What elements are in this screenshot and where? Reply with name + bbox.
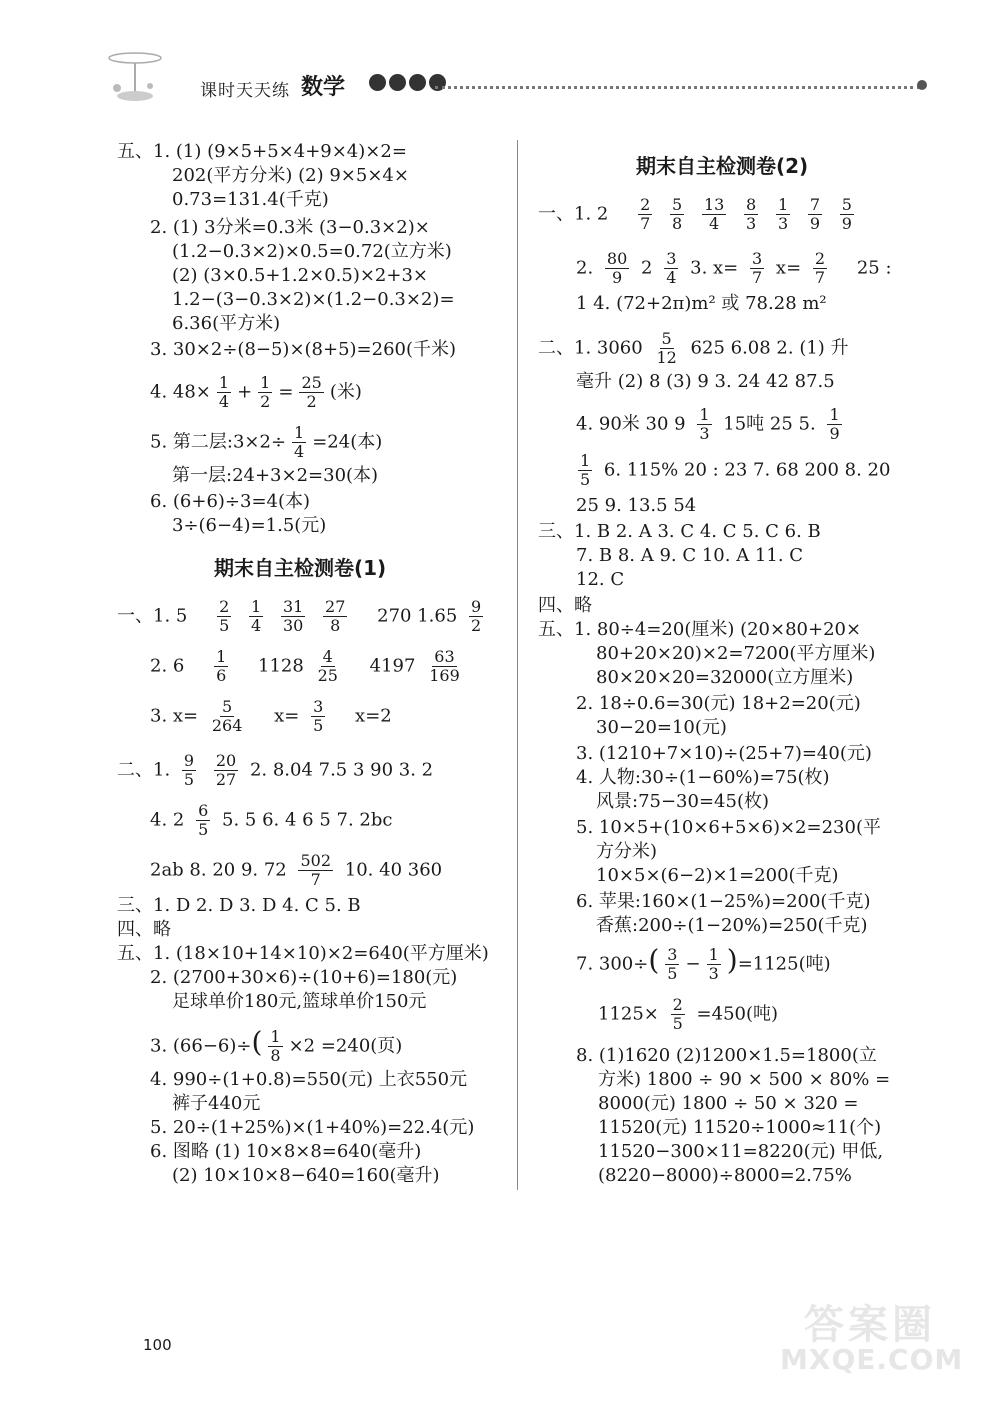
answer-line: 3. 30×2÷(8−5)×(8+5)=260(千米) [150, 339, 457, 360]
denominator: 264 [211, 716, 243, 735]
fraction [298, 852, 333, 889]
answer-line [150, 374, 362, 411]
denominator: 9 [829, 424, 840, 443]
fraction [578, 452, 592, 489]
answer-line [538, 330, 849, 367]
badge-icon [389, 74, 406, 91]
numerator: 27 [325, 597, 346, 616]
answer-text: − [685, 953, 701, 975]
answer-line [150, 698, 392, 735]
answer-text: =450(吨) [696, 1003, 779, 1025]
fraction [605, 250, 629, 287]
denominator: 8 [270, 1046, 281, 1065]
answer-line: 11520(元) 11520÷1000≈11(个) [598, 1117, 882, 1138]
numerator: 1 [294, 423, 305, 442]
fraction [750, 250, 764, 287]
denominator: 7 [640, 214, 651, 233]
denominator: 5 [313, 716, 324, 735]
answer-line: 风景:75−30=45(枚) [596, 791, 769, 812]
page-header [105, 60, 935, 110]
answer-line: 五、1. (1) (9×5+5×4+9×4)×2= [117, 141, 407, 162]
answer-line: 6. 苹果:160×(1−25%)=200(千克) [576, 891, 871, 912]
answer-text: 4. 48× [150, 381, 211, 403]
denominator: 9 [841, 214, 852, 233]
answer-text: 270 1.65 [377, 605, 458, 627]
numerator: 9 [183, 751, 195, 770]
answer-line [150, 1025, 403, 1065]
column-divider [517, 140, 518, 1190]
answer-line [150, 852, 442, 889]
answer-text: (米) [329, 381, 362, 403]
fraction [776, 196, 790, 233]
fraction [249, 598, 263, 635]
fraction [258, 374, 272, 411]
denominator: 25 [317, 666, 338, 685]
fraction [827, 406, 841, 443]
fraction [840, 196, 854, 233]
answer-line: 6.36(平方米) [172, 313, 281, 334]
fraction [671, 996, 685, 1033]
answer-text: 2ab 8. 20 9. 72 [150, 859, 287, 881]
bracket-icon: ( [648, 943, 660, 977]
fraction [268, 1028, 282, 1065]
numerator: 1 [708, 945, 719, 964]
denominator: 2 [260, 392, 271, 411]
fraction [281, 598, 305, 635]
numerator: 502 [300, 851, 332, 870]
denominator: 5 [219, 616, 230, 635]
answer-line: (2) (3×0.5+1.2×0.5)×2+3× [172, 265, 428, 286]
answer-line: 1.2−(3−0.3×2)×(1.2−0.3×2)= [172, 289, 455, 310]
denominator: 3 [699, 424, 710, 443]
numerator: 31 [282, 597, 304, 616]
denominator: 4 [251, 616, 262, 635]
answer-line [598, 996, 778, 1033]
answer-line: 7. B 8. A 9. C 10. A 11. C [576, 545, 804, 566]
answer-line: 3. (1210+7×10)÷(25+7)=40(元) [576, 743, 872, 764]
answer-line: 2. (1) 3分米=0.3米 (3−0.3×2)× [150, 217, 430, 238]
answer-line [150, 424, 382, 461]
numerator: 1 [216, 647, 227, 666]
numerator: 1 [777, 195, 789, 214]
answer-line: 方米) 1800 ÷ 90 × 500 × 80% = [598, 1069, 891, 1090]
answer-text: 6. 115% 20 : 23 7. 68 200 8. 20 [603, 459, 891, 481]
numerator: 3 [666, 249, 677, 268]
answer-line: 四、略 [117, 919, 171, 940]
numerator: 13 [703, 195, 725, 214]
answer-line: 6. (6+6)÷3=4(本) [150, 491, 311, 512]
answer-line: 80+20×20)×2=7200(平方厘米) [596, 643, 876, 664]
answer-line: 10×5×(6−2)×1=200(千克) [596, 865, 839, 886]
fraction [808, 196, 822, 233]
answer-text: 3. x= [150, 705, 199, 727]
denominator: 2 [471, 616, 482, 635]
fraction [707, 946, 721, 983]
series-title: 课时天天练 [200, 81, 290, 101]
fraction [664, 250, 678, 287]
answer-text: 2. [576, 257, 594, 279]
denominator: 7 [310, 870, 321, 889]
answer-text: 4. 2 [150, 809, 185, 831]
answer-text: ×2 =240(页) [288, 1035, 403, 1057]
answer-line: 三、1. D 2. D 3. D 4. C 5. B [117, 895, 361, 916]
section-title: 期末自主检测卷(2) [636, 154, 809, 178]
numerator: 1 [270, 1027, 281, 1046]
numerator: 2 [640, 195, 651, 214]
answer-line: 毫升 (2) 8 (3) 9 3. 24 42 87.5 [576, 371, 835, 392]
denominator: 5 [183, 770, 195, 789]
watermark-url: MXQE.COM [780, 1343, 964, 1376]
answer-text: 4. 90米 30 9 [576, 413, 686, 435]
fraction [214, 752, 238, 789]
fraction [196, 802, 210, 839]
bracket-icon: ) [726, 943, 738, 977]
page-number: 100 [143, 1336, 172, 1354]
numerator: 63 [434, 647, 455, 666]
answer-line: 香蕉:200÷(1−20%)=250(千克) [596, 915, 868, 936]
numerator: 1 [829, 405, 840, 424]
denominator: 3 [777, 214, 789, 233]
answer-line: 11520−300×11=8220(元) 甲低, [598, 1141, 884, 1162]
numerator: 80 [606, 249, 628, 268]
numerator: 2 [672, 995, 683, 1014]
answer-line: 裤子440元 [172, 1093, 261, 1114]
answer-text: 15吨 25 5. [723, 413, 816, 435]
answer-text: 1128 [258, 655, 304, 677]
answer-text: 7. 300÷ [576, 953, 649, 975]
answer-line: 30−20=10(元) [596, 717, 727, 738]
fraction [670, 196, 684, 233]
fraction [469, 598, 483, 635]
answer-line: 5. 10×5+(10×6+5×6)×2=230(平 [576, 817, 881, 838]
answer-line: 6. 图略 (1) 10×8×8=640(毫升) [150, 1141, 422, 1162]
answer-text: x=2 [355, 705, 392, 727]
answer-line: 4. 990÷(1+0.8)=550(元) 上衣550元 [150, 1069, 468, 1090]
fraction [214, 648, 228, 685]
answer-line [117, 598, 489, 635]
answer-line: (1.2−0.3×2)×0.5=0.72(立方米) [172, 241, 452, 262]
answer-line: 五、1. 80÷4=20(厘米) (20×80+20× [538, 619, 862, 640]
grade-badges [369, 74, 449, 95]
answer-line: 第一层:24+3×2=30(本) [172, 465, 379, 486]
answer-line: 四、略 [538, 595, 592, 616]
answer-line [576, 943, 831, 983]
answer-text: 10. 40 360 [344, 859, 443, 881]
numerator: 1 [699, 405, 710, 424]
fraction [744, 196, 758, 233]
numerator: 5 [841, 195, 852, 214]
numerator: 3 [667, 945, 678, 964]
numerator: 1 [218, 373, 230, 392]
answer-line: 202(平方分米) (2) 9×5×4× [172, 165, 409, 186]
answer-line: 五、1. (18×10+14×10)×2=640(平方厘米) [117, 943, 489, 964]
header-dotted-rule [435, 86, 920, 89]
header-decoration-icon [105, 48, 185, 110]
numerator: 25 [301, 373, 322, 392]
denominator: 8 [672, 214, 683, 233]
answer-line: (2) 10×10×8−640=160(毫升) [172, 1165, 440, 1186]
header-end-dot [917, 80, 927, 90]
watermark [780, 1293, 970, 1383]
answer-text: x= [775, 257, 802, 279]
numerator: 20 [215, 751, 237, 770]
denominator: 8 [330, 616, 341, 635]
answer-line [150, 648, 468, 685]
denominator: 3 [708, 964, 719, 983]
denominator: 5 [580, 470, 591, 489]
answer-line [576, 406, 848, 443]
answer-line: 方分米) [596, 841, 658, 862]
denominator: 27 [215, 770, 237, 789]
badge-icon [409, 74, 426, 91]
numerator: 4 [322, 647, 333, 666]
answer-line [117, 752, 433, 789]
denominator: 4 [218, 392, 230, 411]
denominator: 2 [306, 392, 317, 411]
answer-text: =1125(吨) [737, 953, 831, 975]
denominator: 4 [294, 442, 305, 461]
denominator: 9 [612, 268, 623, 287]
denominator: 7 [752, 268, 763, 287]
numerator: 7 [809, 195, 821, 214]
fraction [665, 946, 679, 983]
numerator: 5 [661, 329, 672, 348]
answer-line: 5. 20÷(1+25%)×(1+40%)=22.4(元) [150, 1117, 475, 1138]
denominator: 4 [709, 214, 720, 233]
denominator: 4 [666, 268, 677, 287]
fraction [217, 374, 231, 411]
answer-text: 1125× [598, 1003, 659, 1025]
answer-line: (8220−8000)÷8000=2.75% [598, 1165, 852, 1186]
answer-line [576, 250, 892, 287]
watermark-text: 答案圈 [804, 1302, 936, 1348]
denominator: 12 [656, 348, 677, 367]
answer-line: 80×20×20=32000(立方厘米) [596, 667, 854, 688]
fraction [702, 196, 726, 233]
numerator: 1 [260, 373, 271, 392]
answer-text: 2 [641, 257, 653, 279]
denominator: 7 [814, 268, 826, 287]
numerator: 1 [251, 597, 262, 616]
fraction [292, 424, 306, 461]
denominator: 5 [198, 820, 209, 839]
fraction [654, 330, 678, 367]
denominator: 5 [667, 964, 678, 983]
badge-icon [369, 74, 386, 91]
answer-text: 一、1. 2 [538, 203, 609, 225]
answer-line: 4. 人物:30÷(1−60%)=75(枚) [576, 767, 830, 788]
answer-text: = [278, 381, 294, 403]
answer-text: 二、1. 3060 [538, 337, 643, 359]
numerator: 5 [672, 195, 683, 214]
answer-line [572, 452, 890, 489]
numerator: 3 [752, 249, 763, 268]
denominator: 169 [429, 666, 460, 685]
answer-text: 二、1. [117, 759, 171, 781]
section-title: 期末自主检测卷(1) [214, 556, 387, 580]
answer-text: 2. 6 [150, 655, 185, 677]
answer-text: =24(本) [312, 431, 383, 453]
bracket-icon: ( [251, 1025, 263, 1059]
fraction [638, 196, 652, 233]
numerator: 5 [222, 697, 233, 716]
answer-line: 25 9. 13.5 54 [576, 495, 697, 516]
denominator: 6 [216, 666, 227, 685]
answer-text: 4197 [369, 655, 416, 677]
fraction [316, 648, 340, 685]
answer-text: 25 : [856, 257, 892, 279]
answer-line: 足球单价180元,篮球单价150元 [172, 991, 427, 1012]
numerator: 3 [313, 697, 324, 716]
fraction [813, 250, 827, 287]
fraction [311, 698, 325, 735]
answer-text: 625 6.08 2. (1) 升 [690, 337, 849, 359]
fraction [182, 752, 196, 789]
numerator: 9 [471, 597, 482, 616]
answer-line: 8. (1)1620 (2)1200×1.5=1800(立 [576, 1045, 877, 1066]
fraction [697, 406, 711, 443]
answer-text: 2. 8.04 7.5 3 90 3. 2 [249, 759, 434, 781]
answer-text: + [237, 381, 253, 403]
subject-title: 数学 [301, 75, 346, 100]
numerator: 2 [814, 249, 826, 268]
denominator: 9 [809, 214, 821, 233]
fraction [217, 598, 231, 635]
fraction [210, 698, 245, 735]
denominator: 3 [746, 214, 757, 233]
fraction [299, 374, 323, 411]
numerator: 2 [219, 597, 230, 616]
answer-line [538, 196, 860, 233]
fraction [323, 598, 347, 635]
answer-line: 2. (2700+30×6)÷(10+6)=180(元) [150, 967, 458, 988]
answer-line: 12. C [576, 569, 625, 590]
answer-line: 8000(元) 1800 ÷ 50 × 320 = [598, 1093, 859, 1114]
answer-line: 0.73=131.4(千克) [172, 189, 329, 210]
answer-line: 3÷(6−4)=1.5(元) [172, 515, 327, 536]
numerator: 1 [580, 451, 591, 470]
answer-line: 1 4. (72+2π)m² 或 78.28 m² [576, 293, 827, 314]
numerator: 8 [746, 195, 757, 214]
answer-text: 3. (66−6)÷ [150, 1035, 252, 1057]
answer-text: 3. x= [690, 257, 739, 279]
answer-text: 一、1. 5 [117, 605, 188, 627]
answer-line [150, 802, 392, 839]
answer-line: 2. 18÷0.6=30(元) 18+2=20(元) [576, 693, 861, 714]
denominator: 30 [282, 616, 304, 635]
answer-text: 5. 5 6. 4 6 5 7. 2bc [222, 809, 393, 831]
answer-line: 三、1. B 2. A 3. C 4. C 5. C 6. B [538, 521, 821, 542]
denominator: 5 [672, 1014, 683, 1033]
numerator: 6 [198, 801, 209, 820]
answer-text: 5. 第二层:3×2÷ [150, 431, 287, 453]
answer-text: x= [274, 705, 300, 727]
fraction [427, 648, 462, 685]
